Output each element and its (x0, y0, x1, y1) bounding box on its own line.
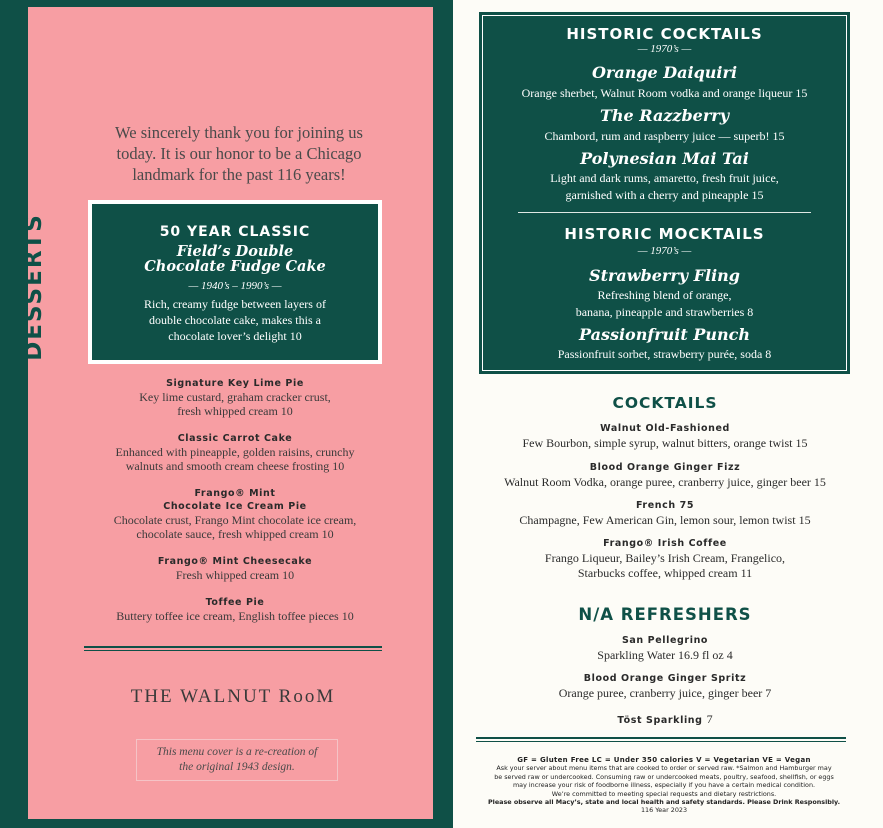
drink-price: 7 (706, 712, 713, 726)
drink-item (475, 422, 855, 451)
drink-item (475, 634, 855, 663)
dessert-name: Frango® Mint (194, 488, 276, 499)
divider (476, 737, 846, 739)
dessert-description: walnuts and smooth cream cheese frosting 10 (125, 459, 345, 473)
dessert-description: Enhanced with pineapple, golden raisins, crunchy (115, 445, 355, 459)
drink-item (475, 537, 855, 581)
dessert-item (100, 555, 370, 582)
dessert-description: Key lime custard, graham cracker crust, (139, 390, 331, 404)
classic-era: — 1940’s – 1990’s — (188, 280, 282, 292)
drink-description: Sparkling Water 16.9 fl oz 4 (597, 648, 733, 662)
brand-logo: THE WALNUT RooM (130, 686, 336, 707)
dessert-name: Chocolate Ice Cream Pie (163, 501, 307, 512)
drink-description: Orange puree, cranberry juice, ginger beer 7 (558, 686, 772, 700)
classic-title: 50 YEAR CLASSIC (159, 224, 311, 240)
footer-disclaimer (476, 756, 852, 815)
drink-name: Frango® Irish Coffee (603, 538, 727, 549)
drink-item (475, 710, 855, 728)
drink-description: Frango Liqueur, Bailey’s Irish Cream, Frangelico, (544, 551, 786, 565)
drink-name: Walnut Old-Fashioned (600, 423, 730, 434)
drink-name: San Pellegrino (621, 635, 709, 646)
disclaimer-line: We’re committed to meeting special requests and dietary restrictions. (551, 789, 777, 798)
drink-name: Polynesian Mai Tai (580, 149, 749, 168)
drink-name: Blood Orange Ginger Spritz (583, 673, 747, 684)
thanks-line: landmark for the past 116 years! (132, 165, 346, 184)
divider (84, 650, 382, 651)
dessert-item (100, 596, 370, 623)
disclaimer-line: Ask your server about menu items that are cooked to order or served raw. *Salmon and Hamburger may (496, 764, 832, 773)
dessert-description: Chocolate crust, Frango Mint chocolate ice cream, (113, 513, 357, 527)
classic-feature-box (88, 200, 382, 364)
refreshers-title: N/A REFRESHERS (578, 605, 752, 624)
thank-you-message (98, 122, 380, 185)
dessert-description: Buttery toffee ice cream, English toffee pieces 10 (116, 609, 354, 623)
classic-dessert-name: Field’s Double Chocolate Fudge Cake (144, 243, 326, 275)
divider (518, 212, 811, 213)
drink-name: Passionfruit Punch (578, 325, 751, 344)
dessert-name: Frango® Mint Cheesecake (157, 556, 313, 567)
drink-name: French 75 (635, 500, 695, 511)
dessert-item (100, 432, 370, 473)
drink-item (475, 461, 855, 490)
drink-name: Blood Orange Ginger Fizz (589, 462, 741, 473)
thanks-line: today. It is our honor to be a Chicago (116, 144, 362, 163)
cocktails-title: COCKTAILS (612, 394, 718, 412)
drink-description: Passionfruit sorbet, strawberry purée, soda 8 (557, 347, 772, 361)
dietary-legend: GF = Gluten Free LC = Under 350 calories V = Vegetarian VE = Vegan (517, 756, 811, 764)
drink-description: Chambord, rum and raspberry juice — superb! 15 (544, 129, 785, 143)
disclaimer-line: Please observe all Macy’s, state and local health and safety standards. Please Drink Responsibly. (487, 798, 841, 807)
dessert-name: Classic Carrot Cake (177, 433, 293, 444)
historic-cocktails-era: — 1970’s — (637, 43, 692, 55)
drink-item (475, 499, 855, 528)
drink-description: Light and dark rums, amaretto, fresh fruit juice, garnished with a cherry and pineapple 15 (550, 171, 779, 202)
desserts-heading: DESSERTS (21, 213, 47, 361)
dessert-name: Toffee Pie (205, 597, 265, 608)
drink-description: Few Bourbon, simple syrup, walnut bitters, orange twist 15 (522, 436, 808, 450)
drink-description: Starbucks coffee, whipped cream 11 (577, 566, 753, 580)
dessert-item (100, 487, 370, 541)
drink-description: Refreshing blend of orange, banana, pineapple and strawberries 8 (575, 288, 754, 319)
footer-year: 116 Year 2023 (640, 806, 688, 815)
drink-name: Strawberry Fling (589, 266, 740, 285)
dessert-description: fresh whipped cream 10 (177, 404, 293, 418)
divider (476, 741, 846, 742)
historic-mocktails-era: — 1970’s — (637, 245, 692, 257)
historic-cocktails-title: HISTORIC COCKTAILS (566, 25, 763, 43)
classic-description: Rich, creamy fudge between layers of double chocolate cake, makes this a chocolate lover’s delight 10 (144, 297, 326, 343)
disclaimer-line: be served raw or undercooked. Consuming raw or undercooked meats, poultry, seafood, shellfish, or eggs (494, 772, 834, 781)
divider (84, 646, 382, 648)
drink-item (475, 672, 855, 701)
drink-name: Töst Sparkling (617, 715, 703, 726)
disclaimer-line: may increase your risk of foodborne illness, especially if you have a certain medical condition. (512, 781, 816, 790)
drink-description: Champagne, Few American Gin, lemon sour, lemon twist 15 (519, 513, 811, 527)
classic-feature-inner (92, 204, 378, 360)
drink-description: Orange sherbet, Walnut Room vodka and orange liqueur 15 (521, 86, 808, 100)
dessert-name: Signature Key Lime Pie (166, 378, 304, 389)
drink-name: The Razzberry (599, 106, 729, 125)
thanks-line: We sincerely thank you for joining us (115, 123, 363, 142)
drink-description: Walnut Room Vodka, orange puree, cranberry juice, ginger beer 15 (504, 475, 826, 489)
cover-note: This menu cover is a re-creation of the original 1943 design. (136, 739, 338, 781)
dessert-item (100, 377, 370, 418)
dessert-description: Fresh whipped cream 10 (175, 568, 295, 582)
dessert-description: chocolate sauce, fresh whipped cream 10 (136, 527, 334, 541)
drink-name: Orange Daiquiri (591, 63, 738, 82)
historic-drinks-box (479, 12, 850, 374)
historic-mocktails-title: HISTORIC MOCKTAILS (564, 225, 765, 243)
